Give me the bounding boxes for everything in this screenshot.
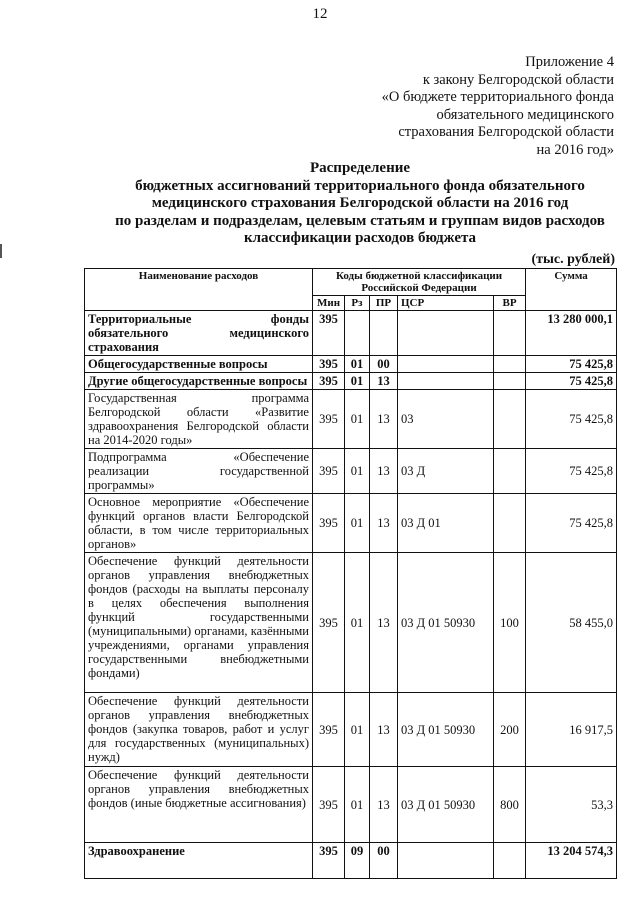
appendix-line: обязательного медицинского [436, 106, 614, 123]
cell-name: Общегосударственные вопросы [85, 356, 313, 373]
cell-sum: 16 917,5 [526, 693, 617, 767]
cell-name: Основное мероприятие «Обеспечение функций органов власти Белгородской области, в том числе территориальных органов» [85, 494, 313, 553]
appendix-line: «О бюджете территориального фонда [381, 89, 614, 105]
cell-name: Обеспечение функций деятельности органов управления внебюджетных фондов (расходы на выплаты персоналу в целях обеспечения выполнения функций государственными (муниципальными) органами, казёнными учреждениями, органами управления государственными внебюджетными фондами) [85, 553, 313, 693]
header-min: Мин [313, 296, 345, 311]
cell-name: Государственная программа Белгородской области «Развитие здравоохранения Белгородской области на 2014-2020 годы» [85, 390, 313, 449]
cell-csr: 03 Д [398, 449, 494, 494]
cell-rz: 01 [345, 553, 370, 693]
cell-sum: 13 280 000,1 [526, 311, 617, 356]
cell-pr: 13 [370, 373, 398, 390]
title-line: бюджетных ассигнований территориального фонда обязательного [135, 177, 585, 194]
table-row [85, 843, 617, 879]
title-line: по разделам и подразделам, целевым статьям и группам видов расходов [115, 212, 605, 229]
cell-csr [398, 356, 494, 373]
table-row [85, 373, 617, 390]
cell-pr: 00 [370, 843, 398, 879]
cell-rz: 01 [345, 693, 370, 767]
cell-min: 395 [313, 390, 345, 449]
cell-rz: 01 [345, 767, 370, 843]
title-line: Распределение [309, 160, 411, 176]
cell-rz: 01 [345, 373, 370, 390]
cell-vr: 200 [494, 693, 526, 767]
appendix-line: к закону Белгородской области [422, 71, 614, 88]
header-vr: ВР [494, 296, 526, 311]
cell-min: 395 [313, 553, 345, 693]
cell-sum: 75 425,8 [526, 449, 617, 494]
title-line: классификации расходов бюджета [243, 230, 477, 246]
cell-vr: 100 [494, 553, 526, 693]
appendix-header [300, 54, 614, 159]
cell-rz [345, 311, 370, 356]
page-number: 12 [312, 6, 328, 22]
cell-sum: 75 425,8 [526, 390, 617, 449]
cell-csr [398, 311, 494, 356]
header-rz: Рз [345, 296, 370, 311]
header-pr: ПР [370, 296, 398, 311]
cell-sum: 75 425,8 [526, 494, 617, 553]
cell-min: 395 [313, 843, 345, 879]
cell-sum: 75 425,8 [526, 356, 617, 373]
cell-rz: 01 [345, 494, 370, 553]
cell-csr [398, 373, 494, 390]
cell-name: Здравоохранение [85, 843, 313, 879]
table-row [85, 449, 617, 494]
cell-min: 395 [313, 494, 345, 553]
table-row [85, 494, 617, 553]
table-row [85, 356, 617, 373]
cell-name: Подпрограмма «Обеспечение реализации государственной программы» [85, 449, 313, 494]
cell-csr: 03 [398, 390, 494, 449]
cell-min: 395 [313, 693, 345, 767]
cell-vr [494, 494, 526, 553]
cell-pr: 13 [370, 449, 398, 494]
cell-vr [494, 843, 526, 879]
cell-pr [370, 311, 398, 356]
document-title [60, 160, 640, 248]
cell-rz: 01 [345, 390, 370, 449]
cell-vr [494, 373, 526, 390]
table-row [85, 553, 617, 693]
cell-vr [494, 390, 526, 449]
cell-pr: 13 [370, 494, 398, 553]
cell-csr: 03 Д 01 [398, 494, 494, 553]
cell-vr [494, 449, 526, 494]
header-sum: Сумма [526, 269, 617, 311]
budget-table [84, 268, 617, 879]
table-row [85, 311, 617, 356]
cell-name: Обеспечение функций деятельности органов управления внебюджетных фондов (закупка товаров, работ и услуг для государственных (муниципальных) нужд) [85, 693, 313, 767]
header-codes: Коды бюджетной классификации Российской Федерации [313, 269, 526, 296]
cell-sum: 75 425,8 [526, 373, 617, 390]
margin-mark [0, 244, 2, 258]
cell-name: Обеспечение функций деятельности органов управления внебюджетных фондов (иные бюджетные ассигнования) [85, 767, 313, 843]
cell-pr: 13 [370, 693, 398, 767]
appendix-line: Приложение 4 [525, 54, 614, 70]
table-row [85, 693, 617, 767]
table-row [85, 390, 617, 449]
appendix-line: на 2016 год» [536, 141, 614, 158]
cell-name: Другие общегосударственные вопросы [85, 373, 313, 390]
cell-rz: 01 [345, 356, 370, 373]
cell-vr [494, 356, 526, 373]
cell-csr: 03 Д 01 50930 [398, 693, 494, 767]
cell-min: 395 [313, 356, 345, 373]
cell-sum: 13 204 574,3 [526, 843, 617, 879]
cell-csr [398, 843, 494, 879]
cell-sum: 53,3 [526, 767, 617, 843]
header-csr: ЦСР [398, 296, 494, 311]
cell-sum: 58 455,0 [526, 553, 617, 693]
cell-vr: 800 [494, 767, 526, 843]
cell-vr [494, 311, 526, 356]
cell-rz: 09 [345, 843, 370, 879]
cell-min: 395 [313, 311, 345, 356]
table-row [85, 767, 617, 843]
cell-min: 395 [313, 449, 345, 494]
cell-csr: 03 Д 01 50930 [398, 553, 494, 693]
cell-rz: 01 [345, 449, 370, 494]
title-line: медицинского страхования Белгородской области на 2016 год [151, 195, 569, 211]
cell-name: Территориальные фонды обязательного медицинского страхования [85, 311, 313, 356]
cell-pr: 13 [370, 553, 398, 693]
cell-min: 395 [313, 767, 345, 843]
cell-csr: 03 Д 01 50930 [398, 767, 494, 843]
appendix-line: страхования Белгородской области [398, 124, 614, 140]
units-label: (тыс. рублей) [531, 252, 615, 267]
cell-pr: 13 [370, 390, 398, 449]
cell-pr: 13 [370, 767, 398, 843]
cell-pr: 00 [370, 356, 398, 373]
header-name: Наименование расходов [85, 269, 313, 311]
cell-min: 395 [313, 373, 345, 390]
